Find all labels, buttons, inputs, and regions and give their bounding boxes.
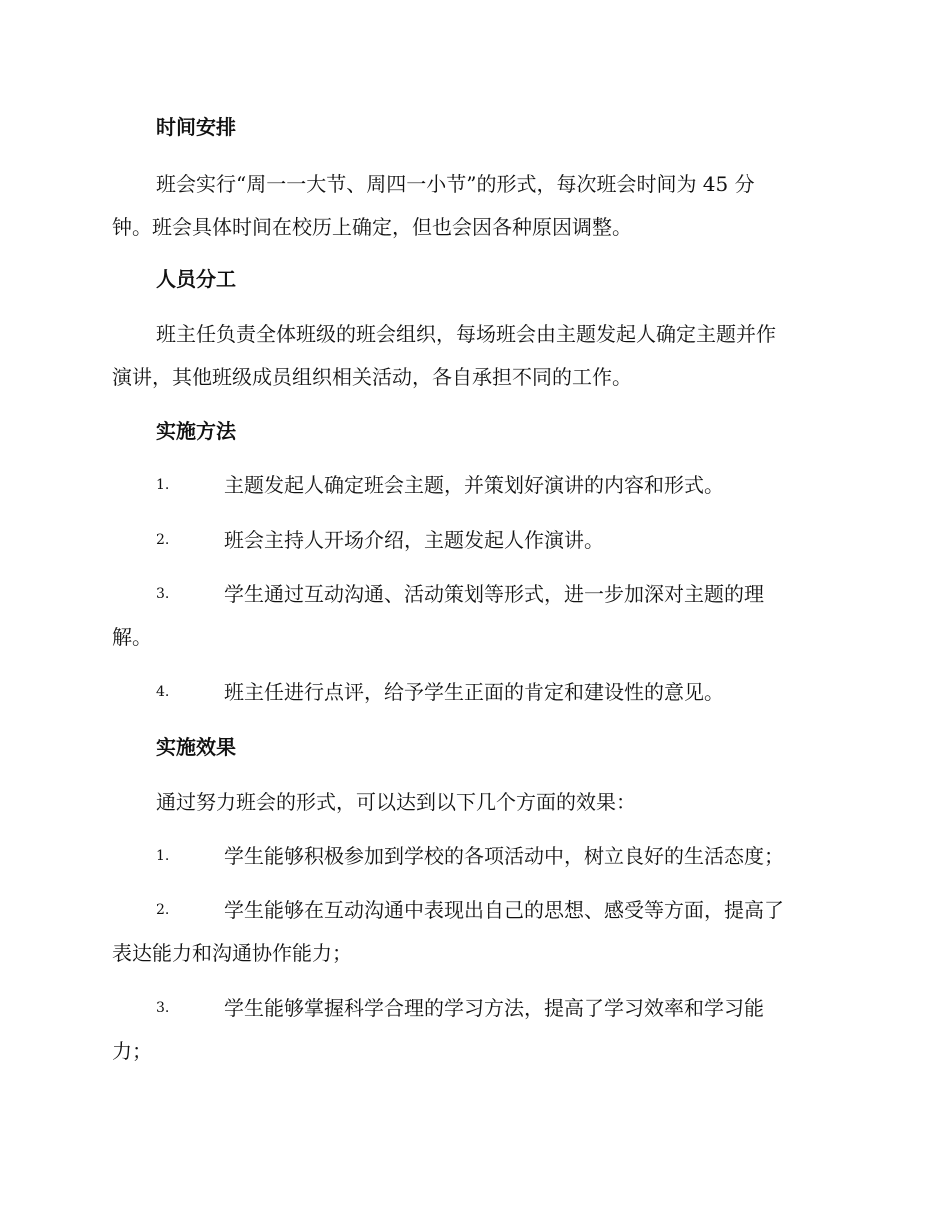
roles-paragraph <box>112 313 832 399</box>
list-item <box>112 987 832 1073</box>
list-item-number: 3. <box>156 586 170 602</box>
paragraph-line: 通过努力班会的形式，可以达到以下几个方面的效果： <box>156 790 636 814</box>
list-item-text: 学生能够掌握科学合理的学习方法，提高了学习效率和学习能 <box>224 996 764 1020</box>
list-item-text: 班会主持人开场介绍，主题发起人作演讲。 <box>224 528 604 552</box>
section-heading-effect: 实施效果 <box>156 735 236 759</box>
list-item <box>112 573 832 659</box>
list-item-number: 1. <box>156 848 170 864</box>
list-item-continuation: 解。 <box>112 625 152 649</box>
section-heading-schedule: 时间安排 <box>156 115 236 139</box>
paragraph-line: 班会实行“周一一大节、周四一小节”的形式，每次班会时间为 45 分 <box>156 172 755 196</box>
effect-intro <box>112 781 832 824</box>
list-item-text: 班主任进行点评，给予学生正面的肯定和建设性的意见。 <box>224 680 724 704</box>
schedule-paragraph <box>112 163 832 249</box>
list-item-text: 主题发起人确定班会主题，并策划好演讲的内容和形式。 <box>224 473 724 497</box>
list-item <box>112 889 832 975</box>
section-heading-roles: 人员分工 <box>156 267 236 291</box>
list-item-number: 2. <box>156 532 170 548</box>
list-item-number: 4. <box>156 684 170 700</box>
paragraph-line: 演讲，其他班级成员组织相关活动，各自承担不同的工作。 <box>112 365 632 389</box>
list-item-number: 3. <box>156 1000 170 1016</box>
list-item-text: 学生能够积极参加到学校的各项活动中，树立良好的生活态度； <box>224 844 784 868</box>
list-item <box>112 464 832 507</box>
paragraph-line: 班主任负责全体班级的班会组织，每场班会由主题发起人确定主题并作 <box>156 322 776 346</box>
list-item-text: 学生能够在互动沟通中表现出自己的思想、感受等方面，提高了 <box>224 898 784 922</box>
list-item-continuation: 表达能力和沟通协作能力； <box>112 941 352 965</box>
list-item-number: 2. <box>156 902 170 918</box>
list-item-continuation: 力； <box>112 1039 152 1063</box>
list-item <box>112 519 832 562</box>
list-item <box>112 835 832 878</box>
list-item-number: 1. <box>156 477 170 493</box>
list-item-text: 学生通过互动沟通、活动策划等形式，进一步加深对主题的理 <box>224 582 764 606</box>
section-heading-method: 实施方法 <box>156 419 236 443</box>
list-item <box>112 671 832 714</box>
paragraph-line: 钟。班会具体时间在校历上确定，但也会因各种原因调整。 <box>112 215 632 239</box>
